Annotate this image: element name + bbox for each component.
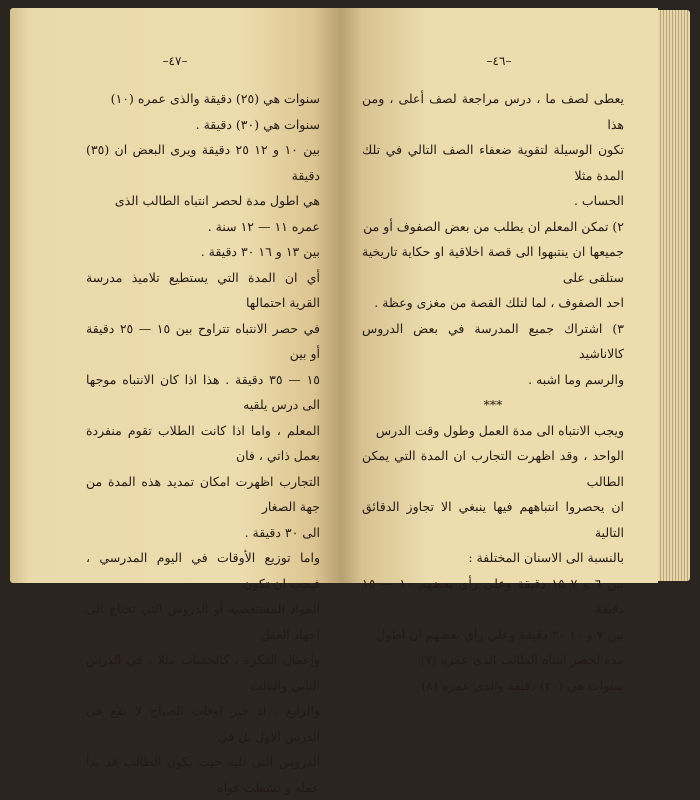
text-line: سنوات هي (٢٠) دقيقة والذى عمره (٨) <box>421 677 624 693</box>
right-page <box>340 8 658 693</box>
text-line: بين ١٣ و ١٦ ٣٠ دقيقة . <box>200 244 320 259</box>
text-line: المواد المستعصية أو الدروس التي تحتاج الى اجهاد العقل <box>86 601 320 642</box>
text-line: مدة لحصر انتباه الطالب الذى عمره (٧) <box>420 652 624 667</box>
text-line: بالنسبة الى الاسنان المختلفة : <box>468 550 624 565</box>
text-line: ١٥ — ٣٥ دقيقة . هذا اذا كان الانتباه موجها الى درس يلقيه <box>86 371 320 412</box>
text-line: التجارب اظهرت امكان تمديد هذه المدة من جهة الصغار <box>86 473 320 514</box>
text-line: المعلم ، واما اذا كانت الطلاب تقوم منفردة بعمل ذاتي ، فان <box>86 422 320 463</box>
text-line: ويجب الانتباه الى مدة العمل وطول وقت الدرس <box>375 422 624 438</box>
text-line: ٣) اشتراك جميع المدرسة في بعض الدروس كالاناشيد <box>362 320 624 361</box>
text-line: الدروس التي تليه حيث يكون الطالب قد بدأ عمله و نشطت قواه <box>86 754 320 795</box>
section-separator: *** <box>483 397 503 412</box>
text-line: الى ٣٠ دقيقة . <box>244 524 320 540</box>
text-line: في حصر الانتباه تتراوح بين ١٥ — ٢٥ دقيقة أو بين <box>86 320 321 361</box>
text-line: الحساب . <box>573 193 624 208</box>
text-line: وإعمال الفكرة ، كالحساب مثلا ، في الدرس الثاني والثالث <box>86 652 320 693</box>
page-number-left: –٤٧– <box>162 54 188 68</box>
text-line: والرابع ، اذ خير اوقات الصباح لا تقع في الدرس الاول بل في <box>86 703 320 744</box>
text-line: بين ٧ و ١٠ ٢٠ دقيقة وعلى رأي بعضهم ان اطول <box>376 626 624 642</box>
text-line: احد الصفوف ، لما لتلك القصة من مغزى وعظة . <box>374 295 624 310</box>
text-line: جميعها ان ينتبهوا الى قصة اخلاقية او حكاية تاريخية ستلقى على <box>362 244 624 285</box>
left-page-text <box>86 86 320 800</box>
text-line: الواحد ، وقد اظهرت التجارب ان المدة التي يمكن الطالب <box>362 448 624 489</box>
text-line: ٢) تمكن المعلم ان يطلب من بعض الصفوف أو من <box>363 218 624 234</box>
text-line: سنوات هي (٣٠) دقيقة . <box>195 116 320 132</box>
text-line: عمره ١١ — ١٢ سنة . <box>207 218 320 234</box>
text-line: بين ٦ و ٧ ١٥ دقيقة وعلى رأي بعضهم ١٠ — ١٥ دقيقة <box>362 575 625 616</box>
text-line: هي اطول مدة لحصر انتباه الطالب الذى <box>114 193 320 208</box>
text-line: تكون الوسيلة لتقوية ضعفاء الصف التالي في تلك المدة مثلا <box>362 142 624 183</box>
page-number-right: –٤٦– <box>486 54 512 68</box>
text-line: سنوات هي (٢٥) دقيقة والذى عمره (١٠) <box>110 91 320 106</box>
text-line: بين ١٠ و ١٢ ٢٥ دقيقة ويرى البعض ان (٣٥) دقيقة <box>86 142 320 183</box>
right-page-text <box>362 86 624 698</box>
open-book <box>10 8 690 795</box>
text-line: يعطى لصف ما ، درس مراجعة لصف أعلى ، ومن هذا <box>362 91 624 132</box>
text-line: أي ان المدة التي يستطيع تلاميذ مدرسة القرية احتمالها <box>86 269 320 310</box>
page-edges <box>658 10 690 581</box>
text-line: واما توزيع الأوقات في اليوم المدرسي ، فيجب ان تكون <box>86 550 320 591</box>
text-line: والرسم وما اشبه . <box>528 371 624 387</box>
left-page <box>10 8 340 795</box>
text-line: ان يحصروا انتباههم فيها ينبغي الا تجاوز الدقائق التالية <box>362 499 624 540</box>
